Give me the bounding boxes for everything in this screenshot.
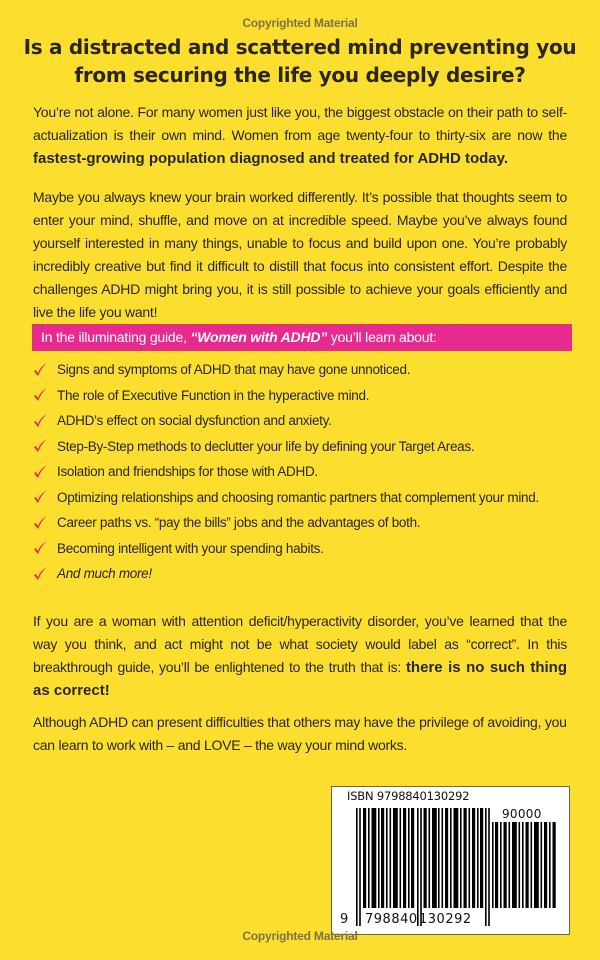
checkmark-icon [33,566,57,582]
checkmark-icon [33,540,57,556]
checklist-item: Step-By-Step methods to declutter your life by defining your Target Areas. [33,434,573,460]
isbn-barcode [331,786,570,935]
correct-bold-statement: there is no such thing as correct! [33,659,567,699]
description-paragraph: Maybe you always knew your brain worked differently. It’s possible that thoughts seem to enter your mind, shuffle, and move on at incredible speed. Maybe you’ve always found yourself interested in many things, unable to focus and build upon one. You’re probably incredibly creative but find it difficult to distill that focus into consistent effort. Despite the challenges ADHD might bring you, it is still possible to achieve your goals efficiently and live the life you want! [33,189,567,320]
topics-checklist [33,357,573,587]
learn-about-banner [33,325,571,350]
isbn-label: ISBN 9798840130292 [347,789,470,803]
checkmark-icon [33,413,57,429]
headline-line-2: from securing the life you deeply desire? [74,63,526,87]
checkmark-icon [33,438,57,454]
barcode-digits-right: 130292 [419,912,472,927]
correct-text: If you are a woman with attention deficit/hyperactivity disorder, you’ve learned that the way you think, and act might not be what society would label as “correct”. In this breakthrough guide, you’ll be enlightened to the truth that is: [33,613,567,675]
addon-barcode-bars [492,822,556,908]
checklist-item: Isolation and friendships for those with ADHD. [33,459,573,485]
checklist-item: Optimizing relationships and choosing romantic partners that complement your mind. [33,485,573,511]
closing-paragraph: Although ADHD can present difficulties that others may have the privilege of avoiding, you can learn to work with – and LOVE – the way your mind works. [33,714,567,753]
headline [0,33,600,89]
checkmark-icon [33,515,57,531]
intro-paragraph [33,101,567,170]
barcode-digits-left: 798840 [365,912,418,927]
banner-prefix: In the illuminating guide, [41,329,191,345]
checklist-item: ADHD’s effect on social dysfunction and anxiety. [33,408,573,434]
checkmark-icon [33,362,57,378]
copyright-watermark-top: Copyrighted Material [242,16,358,30]
barcode-digit-first: 9 [340,912,349,927]
checklist-item: Signs and symptoms of ADHD that may have gone unnoticed. [33,357,573,383]
correct-paragraph [33,610,567,702]
checkmark-icon [33,464,57,480]
intro-text: You’re not alone. For many women just like you, the biggest obstacle on their path to self-actualization is their own mind. Women from age twenty-four to thirty-six are now the [33,104,567,143]
checkmark-icon [33,387,57,403]
intro-bold-statement: fastest-growing population diagnosed and treated for ADHD today. [33,150,509,167]
checkmark-icon [33,489,57,505]
banner-book-title: “Women with ADHD” [190,329,328,345]
copyright-watermark-bottom: Copyrighted Material [242,929,358,943]
checklist-item: The role of Executive Function in the hyperactive mind. [33,383,573,409]
checklist-item-more: And much more! [33,561,573,587]
price-addon-label: 90000 [502,807,542,821]
checklist-item: Career paths vs. “pay the bills” jobs and the advantages of both. [33,510,573,536]
checklist-item: Becoming intelligent with your spending habits. [33,536,573,562]
ean13-barcode-bars [356,808,490,926]
banner-suffix: you’ll learn about: [327,329,437,345]
headline-line-1: Is a distracted and scattered mind preventing you [23,35,577,59]
